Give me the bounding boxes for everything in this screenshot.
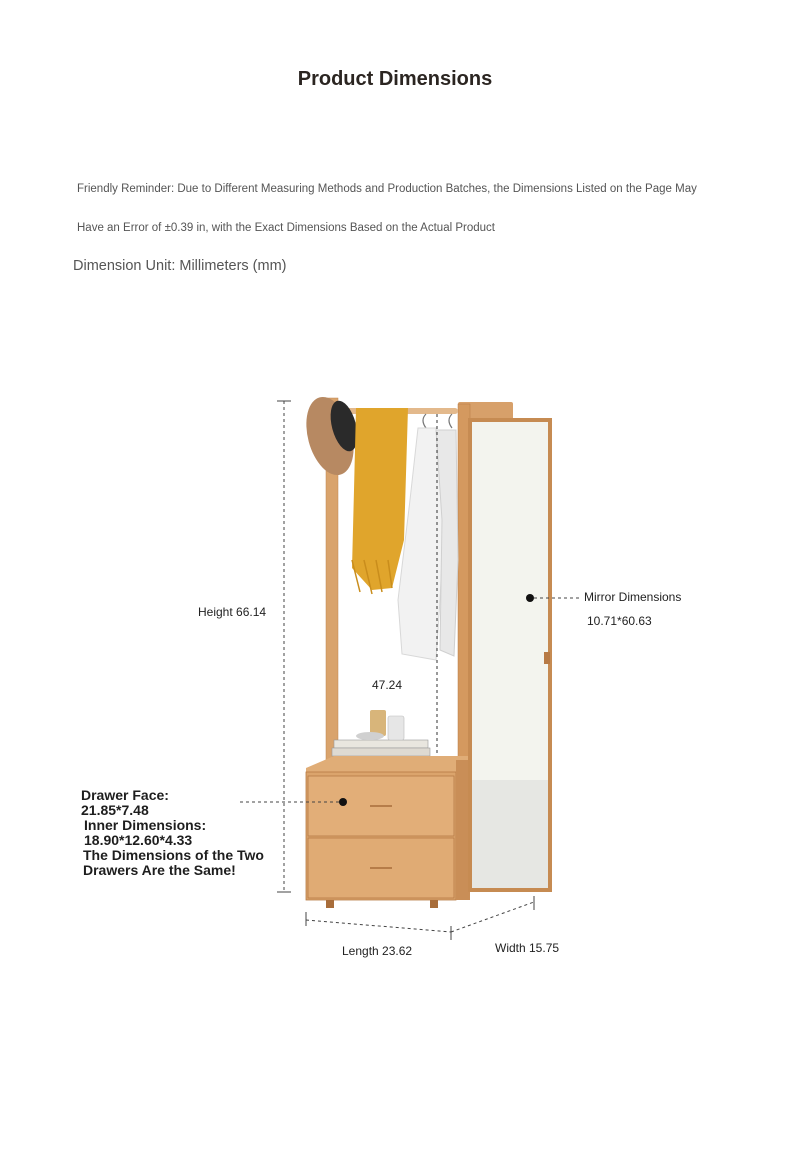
bottles-icon bbox=[356, 710, 404, 740]
drawer-note-line-2: Drawers Are the Same! bbox=[83, 862, 236, 878]
drawer-dimensions bbox=[81, 788, 291, 878]
hat-icon bbox=[298, 392, 362, 481]
width-label: Width 15.75 bbox=[495, 941, 560, 955]
drawer-note-line-1: The Dimensions of the Two bbox=[83, 847, 264, 863]
length-label: Length 23.62 bbox=[342, 944, 413, 958]
mirror-dimensions-value: 10.71*60.63 bbox=[587, 614, 652, 628]
inner-dimensions-label: Inner Dimensions: bbox=[84, 817, 207, 833]
reminder-line-2: Have an Error of ±0.39 in, with the Exact Dimensions Based on the Actual Product bbox=[77, 222, 495, 234]
dimension-unit: Dimension Unit: Millimeters (mm) bbox=[73, 258, 287, 274]
mirror-dimensions-title: Mirror Dimensions bbox=[584, 590, 682, 604]
drawer-face-value: 21.85*7.48 bbox=[81, 802, 149, 818]
length-width-lines bbox=[306, 896, 534, 940]
inner-width-label: 47.24 bbox=[372, 678, 403, 692]
inner-dimensions-value: 18.90*12.60*4.33 bbox=[84, 832, 193, 848]
page-title: Product Dimensions bbox=[297, 68, 493, 90]
mirror-icon bbox=[468, 418, 552, 892]
scarf-icon bbox=[352, 408, 408, 590]
drawer-cabinet bbox=[306, 756, 470, 908]
height-label: Height 66.14 bbox=[198, 605, 267, 619]
drawer-face-label: Drawer Face: bbox=[81, 787, 169, 803]
reminder-line-1: Friendly Reminder: Due to Different Measuring Methods and Production Batches, the Dimensions Listed on the Page May bbox=[77, 183, 697, 195]
